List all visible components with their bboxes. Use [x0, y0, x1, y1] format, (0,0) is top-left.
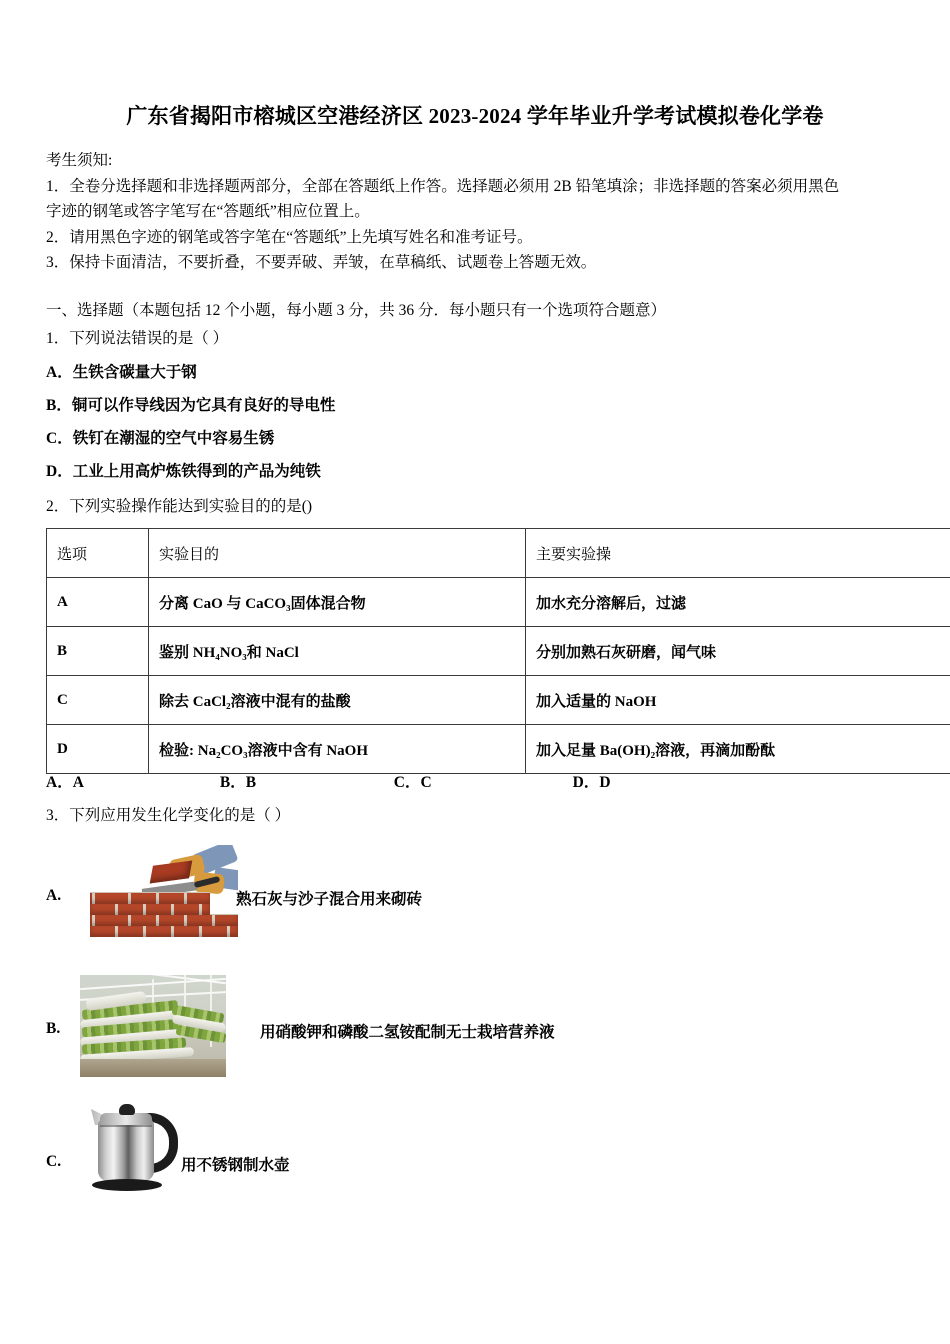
- examinee-notice: [46, 148, 912, 276]
- question-2-answer-d[interactable]: D．D: [572, 774, 611, 791]
- question-2-answer-b[interactable]: B．B: [219, 774, 257, 791]
- stainless-steel-kettle-image: [80, 1095, 192, 1207]
- table-cell-option-c: C: [47, 676, 149, 725]
- table-row: [47, 578, 950, 627]
- table-cell-operation-d: 加入足量 Ba(OH)₂溶液，再滴加酚酞: [526, 725, 950, 774]
- question-2-answers: [46, 770, 926, 792]
- table-row: [47, 725, 950, 774]
- kettle-knob-shape: [119, 1104, 135, 1115]
- question-1-option-b[interactable]: B．铜可以作导线因为它具有良好的导电性: [46, 397, 336, 414]
- question-1-option-c[interactable]: C．铁钉在潮湿的空气中容易生锈: [46, 430, 275, 447]
- table-cell-option-b: B: [47, 627, 149, 676]
- notice-item-2: 2．请用黑色字迹的钢笔或答字笔在“答题纸”上先填写姓名和准考证号。: [46, 228, 533, 246]
- kettle-base-shape: [92, 1179, 162, 1191]
- question-1-options: [46, 356, 926, 488]
- brick-wall-shape: [90, 889, 238, 937]
- table-row: [47, 627, 950, 676]
- table-cell-option-d: D: [47, 725, 149, 774]
- notice-item-3: 3．保持卡面清洁，不要折叠，不要弄破、弄皱，在草稿纸、试题卷上答题无效。: [46, 254, 597, 271]
- question-3-option-b-label: B.: [46, 1020, 61, 1037]
- table-cell-purpose-a: 分离 CaO 与 CaCO₃固体混合物: [149, 578, 526, 627]
- held-brick-shape: [150, 860, 193, 883]
- question-3-option-a[interactable]: [46, 845, 926, 945]
- table-cell-purpose-d: 检验: Na₂CO₃溶液中含有 NaOH: [149, 725, 526, 774]
- table-cell-option-a: A: [47, 578, 149, 627]
- experiment-table: [46, 528, 950, 774]
- greenhouse-floor-shape: [80, 1059, 226, 1077]
- kettle-lid-seam-shape: [100, 1125, 152, 1127]
- table-header-operation: 主要实验操: [526, 529, 950, 578]
- table-cell-purpose-b: 鉴别 NH₄NO₃和 NaCl: [149, 627, 526, 676]
- table-header-option: 选项: [47, 529, 149, 578]
- question-2-answer-c[interactable]: C．C: [393, 774, 432, 791]
- hydroponic-greenhouse-image: [80, 975, 226, 1077]
- table-row: [47, 676, 950, 725]
- table-cell-operation-a: 加水充分溶解后，过滤: [526, 578, 950, 627]
- notice-item-1: 1．全卷分选择题和非选择题两部分，全部在答题纸上作答。选择题必须用 2B 铅笔填涂；非选择题的答案必须用黑色: [46, 177, 840, 195]
- notice-item-1-cont: 字迹的钢笔或答字笔写在“答题纸”相应位置上。: [46, 203, 370, 220]
- question-3-option-c[interactable]: [46, 1095, 926, 1207]
- section-heading: 一、选择题（本题包括 12 个小题，每小题 3 分，共 36 分．每小题只有一个选项符合题意）: [46, 302, 667, 319]
- table-cell-purpose-c: 除去 CaCl₂溶液中混有的盐酸: [149, 676, 526, 725]
- page-title: 广东省揭阳市榕城区空港经济区 2023-2024 学年毕业升学考试模拟卷化学卷: [126, 104, 824, 128]
- bricklaying-image: [90, 845, 238, 939]
- question-3-option-a-label: A.: [46, 887, 62, 904]
- question-3-option-b-caption: 用硝酸钾和磷酸二氢铵配制无士栽培营养液: [260, 1024, 555, 1041]
- table-header-row: [47, 529, 950, 578]
- question-1-stem: 1．下列说法错误的是（ ）: [46, 330, 229, 347]
- question-2-stem: 2．下列实验操作能达到实验目的的是(): [46, 498, 313, 515]
- question-3-option-b[interactable]: [46, 975, 926, 1080]
- question-1-option-d[interactable]: D．工业上用高炉炼铁得到的产品为纯铁: [46, 463, 321, 480]
- question-3-stem: 3．下列应用发生化学变化的是（ ）: [46, 807, 291, 824]
- question-2-answer-a[interactable]: A．A: [46, 774, 84, 791]
- table-cell-operation-c: 加入适量的 NaOH: [526, 676, 950, 725]
- notice-heading: 考生须知:: [46, 152, 113, 169]
- question-1-option-a[interactable]: A．生铁含碳量大于钢: [46, 364, 197, 381]
- kettle-body-shape: [98, 1119, 154, 1181]
- question-3-option-c-label: C.: [46, 1153, 62, 1170]
- table-cell-operation-b: 分别加熟石灰研磨，闻气味: [526, 627, 950, 676]
- table-header-purpose: 实验目的: [149, 529, 526, 578]
- question-3-option-c-caption: 用不锈钢制水壶: [181, 1157, 290, 1174]
- question-3-option-a-caption: 熟石灰与沙子混合用来砌砖: [236, 891, 423, 908]
